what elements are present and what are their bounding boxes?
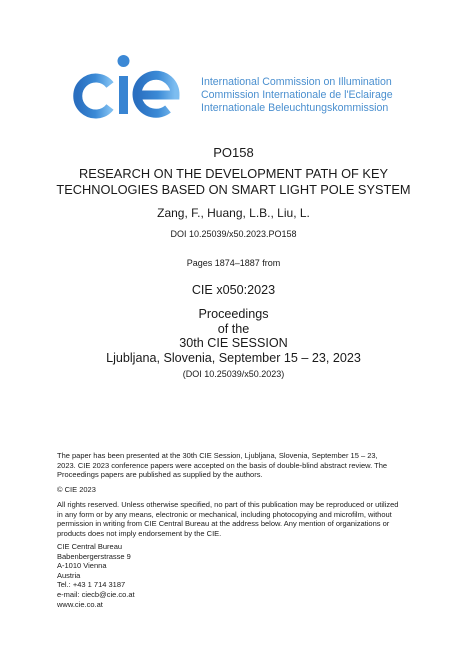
note-line: The paper has been presented at the 30th CIE Session, Ljubljana, Slovenia, September 15 – 23,	[57, 451, 378, 460]
paper-title-line: TECHNOLOGIES BASED ON SMART LIGHT POLE SYSTEM	[56, 182, 411, 197]
proceedings-doi: (DOI 10.25039/x50.2023)	[182, 369, 285, 379]
paper-title-line: RESEARCH ON THE DEVELOPMENT PATH OF KEY	[78, 166, 389, 181]
proceedings-id: CIE x050:2023	[191, 283, 276, 297]
note-line: Proceedings papers are published as supplied by the authors.	[57, 470, 263, 480]
paper-authors: Zang, F., Huang, L.B., Liu, L.	[157, 206, 310, 220]
website-line: www.cie.co.at	[57, 599, 103, 609]
rights-statement	[57, 500, 417, 538]
rights-line: permission in writing from CIE Central Bureau at the address below. Any mention of organizations or	[57, 519, 390, 529]
org-name-french: Commission Internationale de l'Eclairage	[201, 89, 393, 101]
paper-doi: DOI 10.25039/x50.2023.PO158	[170, 229, 297, 239]
email-line: e-mail: ciecb@cie.co.at	[57, 589, 135, 599]
address-line: A-1010 Vienna	[57, 561, 107, 571]
rights-line: All rights reserved. Unless otherwise specified, no part of this publication may be reproduced or utilized	[57, 500, 399, 509]
rights-line: in any form or by any means, electronic or mechanical, including photocopying and microfilm, without	[57, 509, 392, 519]
proceedings-line: 30th CIE SESSION	[179, 336, 288, 350]
org-name-german: Internationale Beleuchtungskommission	[201, 102, 389, 114]
address-line: Tel.: +43 1 714 3187	[57, 580, 126, 590]
copyright: © CIE 2023	[57, 485, 96, 494]
address-line: Babenbergerstrasse 9	[57, 551, 131, 561]
address-line: CIE Central Bureau	[57, 542, 123, 551]
address-block	[57, 542, 417, 609]
paper-pages: Pages 1874–1887 from	[186, 258, 281, 268]
note-line: 2023. CIE 2023 conference papers were accepted on the basis of double-blind abstract review. The	[57, 460, 388, 470]
address-line: Austria	[57, 570, 81, 580]
paper-code: PO158	[213, 145, 254, 160]
proceedings-line: Ljubljana, Slovenia, September 15 – 23, 2023	[106, 350, 361, 365]
org-name-english: International Commission on Illumination	[201, 76, 392, 88]
proceedings-title	[0, 307, 467, 365]
cie-logo	[64, 52, 196, 122]
rights-line: products does not imply endorsement by the CIE.	[57, 528, 222, 538]
proceedings-line: Proceedings	[198, 307, 269, 321]
paper-title	[0, 166, 467, 198]
organization-names	[201, 76, 393, 115]
proceedings-line: of the	[217, 321, 250, 336]
presentation-note	[57, 451, 417, 480]
